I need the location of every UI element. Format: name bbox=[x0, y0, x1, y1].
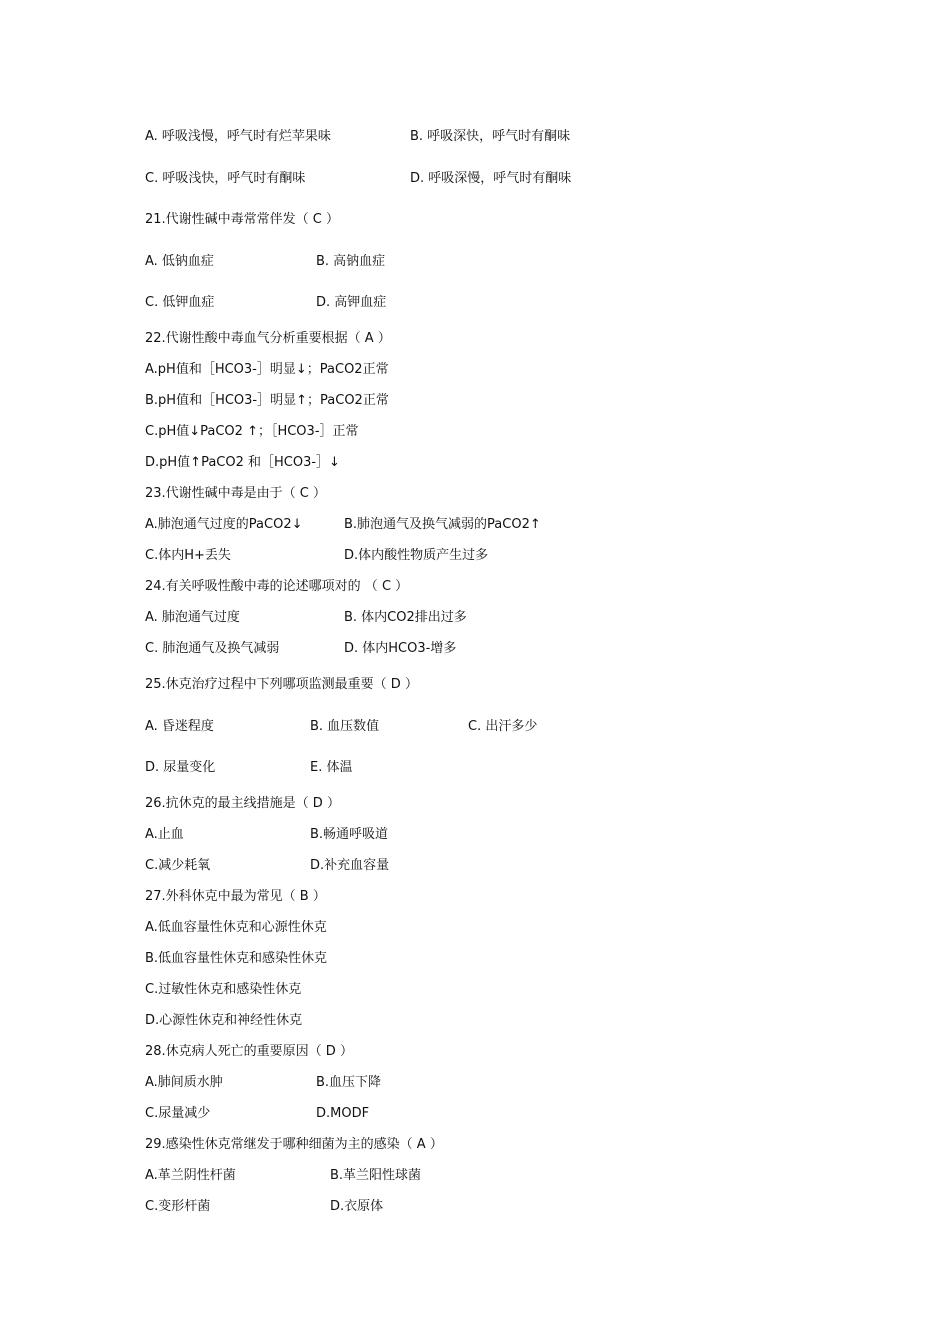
q29-stem: 29.感染性休克常继发于哪种细菌为主的感染（ A ） bbox=[145, 1137, 443, 1152]
q22-option-a: A.pH值和［HCO3-］明显↓；PaCO2正常 bbox=[145, 362, 389, 377]
q23-option-c: C.体内H+丢失 bbox=[145, 548, 231, 563]
q29-option-b: B.革兰阳性球菌 bbox=[330, 1168, 422, 1183]
q28-option-b: B.血压下降 bbox=[316, 1075, 382, 1090]
prev-option-c: C. 呼吸浅快，呼气时有酮味 bbox=[145, 171, 306, 186]
prev-option-b: B. 呼吸深快，呼气时有酮味 bbox=[410, 129, 571, 144]
q24-option-a: A. 肺泡通气过度 bbox=[145, 610, 240, 625]
q29-option-c: C.变形杆菌 bbox=[145, 1199, 211, 1214]
q26-option-d: D.补充血容量 bbox=[310, 858, 390, 873]
q26-option-b: B.畅通呼吸道 bbox=[310, 827, 389, 842]
q24-option-c: C. 肺泡通气及换气减弱 bbox=[145, 641, 280, 656]
q28-option-a: A.肺间质水肿 bbox=[145, 1075, 223, 1090]
q22-stem: 22.代谢性酸中毒血气分析重要根据（ A ） bbox=[145, 331, 391, 346]
q21-option-d: D. 高钾血症 bbox=[316, 295, 387, 310]
q25-option-e: E. 体温 bbox=[310, 760, 353, 775]
prev-option-d: D. 呼吸深慢，呼气时有酮味 bbox=[410, 171, 572, 186]
q23-stem: 23.代谢性碱中毒是由于（ C ） bbox=[145, 486, 327, 501]
q29-option-d: D.衣原体 bbox=[330, 1199, 384, 1214]
q24-option-d: D. 体内HCO3-增多 bbox=[344, 641, 457, 656]
q25-stem: 25.休克治疗过程中下列哪项监测最重要（ D ） bbox=[145, 677, 418, 692]
q26-option-a: A.止血 bbox=[145, 827, 184, 842]
q25-option-a: A. 昏迷程度 bbox=[145, 719, 214, 734]
q22-option-c: C.pH值↓PaCO2 ↑；［HCO3-］正常 bbox=[145, 424, 359, 439]
q29-option-a: A.革兰阴性杆菌 bbox=[145, 1168, 236, 1183]
q21-option-c: C. 低钾血症 bbox=[145, 295, 215, 310]
q23-option-d: D.体内酸性物质产生过多 bbox=[344, 548, 489, 563]
q22-option-d: D.pH值↑PaCO2 和［HCO3-］↓ bbox=[145, 455, 340, 470]
q27-option-a: A.低血容量性休克和心源性休克 bbox=[145, 920, 327, 935]
q26-stem: 26.抗休克的最主线措施是（ D ） bbox=[145, 796, 340, 811]
q24-option-b: B. 体内CO2排出过多 bbox=[344, 610, 467, 625]
q23-option-b: B.肺泡通气及换气减弱的PaCO2↑ bbox=[344, 517, 541, 532]
q21-stem: 21.代谢性碱中毒常常伴发（ C ） bbox=[145, 212, 340, 227]
q27-option-b: B.低血容量性休克和感染性休克 bbox=[145, 951, 328, 966]
q25-option-c: C. 出汗多少 bbox=[468, 719, 538, 734]
q25-option-b: B. 血压数值 bbox=[310, 719, 380, 734]
q21-option-b: B. 高钠血症 bbox=[316, 254, 386, 269]
q26-option-c: C.减少耗氧 bbox=[145, 858, 211, 873]
q27-option-c: C.过敏性休克和感染性休克 bbox=[145, 982, 302, 997]
q28-stem: 28.休克病人死亡的重要原因（ D ） bbox=[145, 1044, 353, 1059]
q23-option-a: A.肺泡通气过度的PaCO2↓ bbox=[145, 517, 303, 532]
q21-option-a: A. 低钠血症 bbox=[145, 254, 214, 269]
q28-option-d: D.MODF bbox=[316, 1106, 370, 1121]
q25-option-d: D. 尿量变化 bbox=[145, 760, 216, 775]
q28-option-c: C.尿量减少 bbox=[145, 1106, 211, 1121]
prev-option-a: A. 呼吸浅慢，呼气时有烂苹果味 bbox=[145, 129, 331, 144]
q22-option-b: B.pH值和［HCO3-］明显↑；PaCO2正常 bbox=[145, 393, 389, 408]
q27-option-d: D.心源性休克和神经性休克 bbox=[145, 1013, 303, 1028]
q24-stem: 24.有关呼吸性酸中毒的论述哪项对的 （ C ） bbox=[145, 579, 409, 594]
q27-stem: 27.外科休克中最为常见（ B ） bbox=[145, 889, 326, 904]
